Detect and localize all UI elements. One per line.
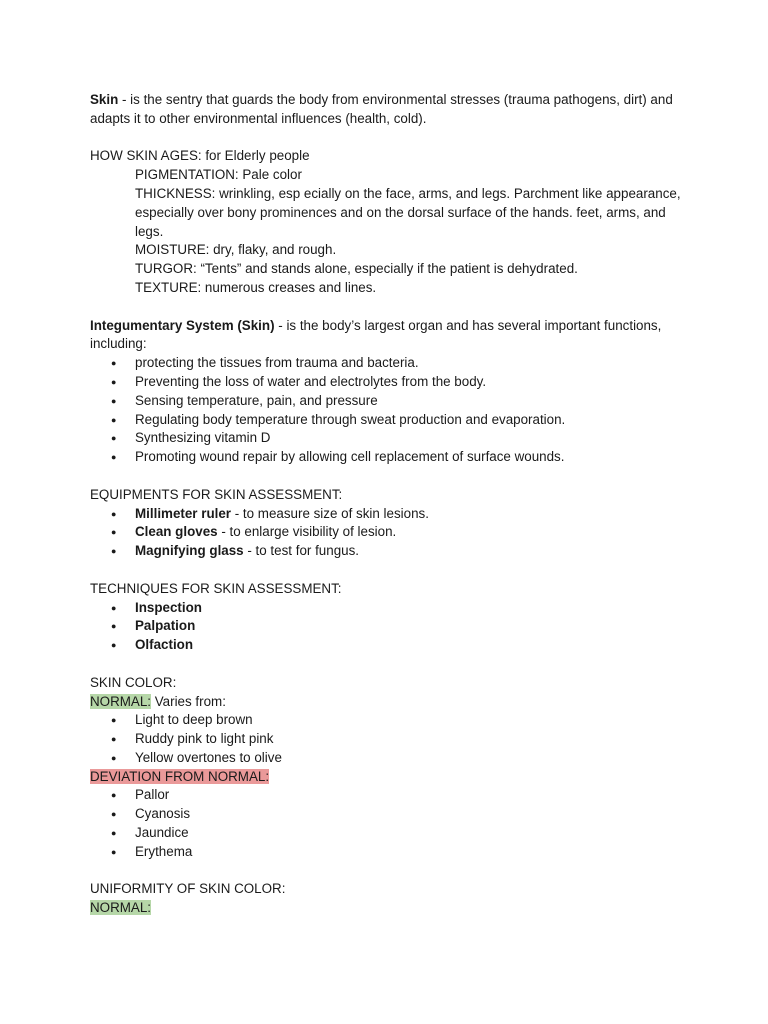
normal-highlight: NORMAL: — [90, 900, 152, 916]
equipment-name: Millimeter ruler — [135, 505, 231, 521]
normal-text: Varies from: — [151, 693, 226, 709]
list-item: ● Yellow overtones to olive — [90, 749, 690, 768]
technique-name: Inspection — [135, 599, 202, 615]
list-item: ● Ruddy pink to light pink — [90, 730, 690, 749]
technique-name: Palpation — [135, 618, 196, 634]
uniformity-normal-line — [90, 899, 690, 918]
equipment-desc: - to test for fungus. — [243, 543, 360, 559]
equipment-desc: - to measure size of skin lesions. — [231, 505, 429, 521]
list-item: ● protecting the tissues from trauma and bacteria. — [90, 354, 690, 373]
list-item — [90, 599, 690, 618]
techniques-heading: TECHNIQUES FOR SKIN ASSESSMENT: — [90, 580, 342, 596]
deviation-highlight: DEVIATION FROM NORMAL: — [90, 768, 270, 784]
skin-color-deviation-list — [90, 786, 690, 861]
list-item: ● Synthesizing vitamin D — [90, 429, 690, 448]
list-item: ● Pallor — [90, 786, 690, 805]
equipment-name: Magnifying glass — [135, 543, 244, 559]
skin-definition-text: - is the sentry that guards the body from environmental stresses (trauma pathogens, dirt) and adapts it to other environmental influences (health, cold). — [90, 92, 673, 126]
list-item — [90, 542, 690, 561]
aging-turgor: TURGOR: “Tents” and stands alone, especially if the patient is dehydrated. — [135, 261, 578, 277]
integumentary-functions-list — [90, 354, 690, 467]
skin-term: Skin — [90, 92, 119, 107]
list-item — [90, 505, 690, 524]
uniformity-heading: UNIFORMITY OF SKIN COLOR: — [90, 881, 286, 897]
equipment-list — [90, 505, 690, 561]
skin-color-normal-line — [90, 693, 690, 712]
aging-moisture: MOISTURE: dry, flaky, and rough. — [135, 242, 337, 258]
list-item — [90, 617, 690, 636]
list-item: ● Preventing the loss of water and electrolytes from the body. — [90, 373, 690, 392]
skin-definition — [90, 91, 690, 129]
list-item: ● Sensing temperature, pain, and pressure — [90, 392, 690, 411]
integumentary-definition — [90, 317, 690, 355]
integumentary-term: Integumentary System (Skin) — [90, 317, 275, 333]
document-content — [90, 91, 690, 918]
list-item: ● Cyanosis — [90, 805, 690, 824]
equipment-name: Clean gloves — [135, 524, 218, 540]
aging-pigmentation: PIGMENTATION: Pale color — [135, 167, 302, 183]
techniques-list — [90, 599, 690, 655]
technique-name: Olfaction — [135, 637, 194, 653]
aging-list — [90, 166, 690, 298]
aging-thickness: THICKNESS: wrinkling, esp ecially on the face, arms, and legs. Parchment like appearance, especially over bony prominences and on the dorsal surface of the hands. feet, arms, and legs. — [135, 185, 681, 239]
list-item: ● Erythema — [90, 843, 690, 862]
skin-color-heading: SKIN COLOR: — [90, 674, 177, 690]
skin-color-deviation-line — [90, 768, 690, 787]
list-item — [90, 636, 690, 655]
equipment-desc: - to enlarge visibility of lesion. — [217, 524, 397, 540]
normal-highlight: NORMAL: — [90, 693, 152, 709]
list-item: ● Jaundice — [90, 824, 690, 843]
aging-heading: HOW SKIN AGES: for Elderly people — [90, 148, 310, 164]
list-item — [90, 523, 690, 542]
list-item: ● Regulating body temperature through sweat production and evaporation. — [90, 411, 690, 430]
aging-texture: TEXTURE: numerous creases and lines. — [135, 279, 377, 295]
list-item: ● Promoting wound repair by allowing cell replacement of surface wounds. — [90, 448, 690, 467]
equipment-heading: EQUIPMENTS FOR SKIN ASSESSMENT: — [90, 486, 343, 502]
list-item: ● Light to deep brown — [90, 711, 690, 730]
skin-color-normal-list — [90, 711, 690, 767]
integumentary-definition-text: - is the body’s largest organ and has several important functions, including: — [90, 317, 662, 352]
